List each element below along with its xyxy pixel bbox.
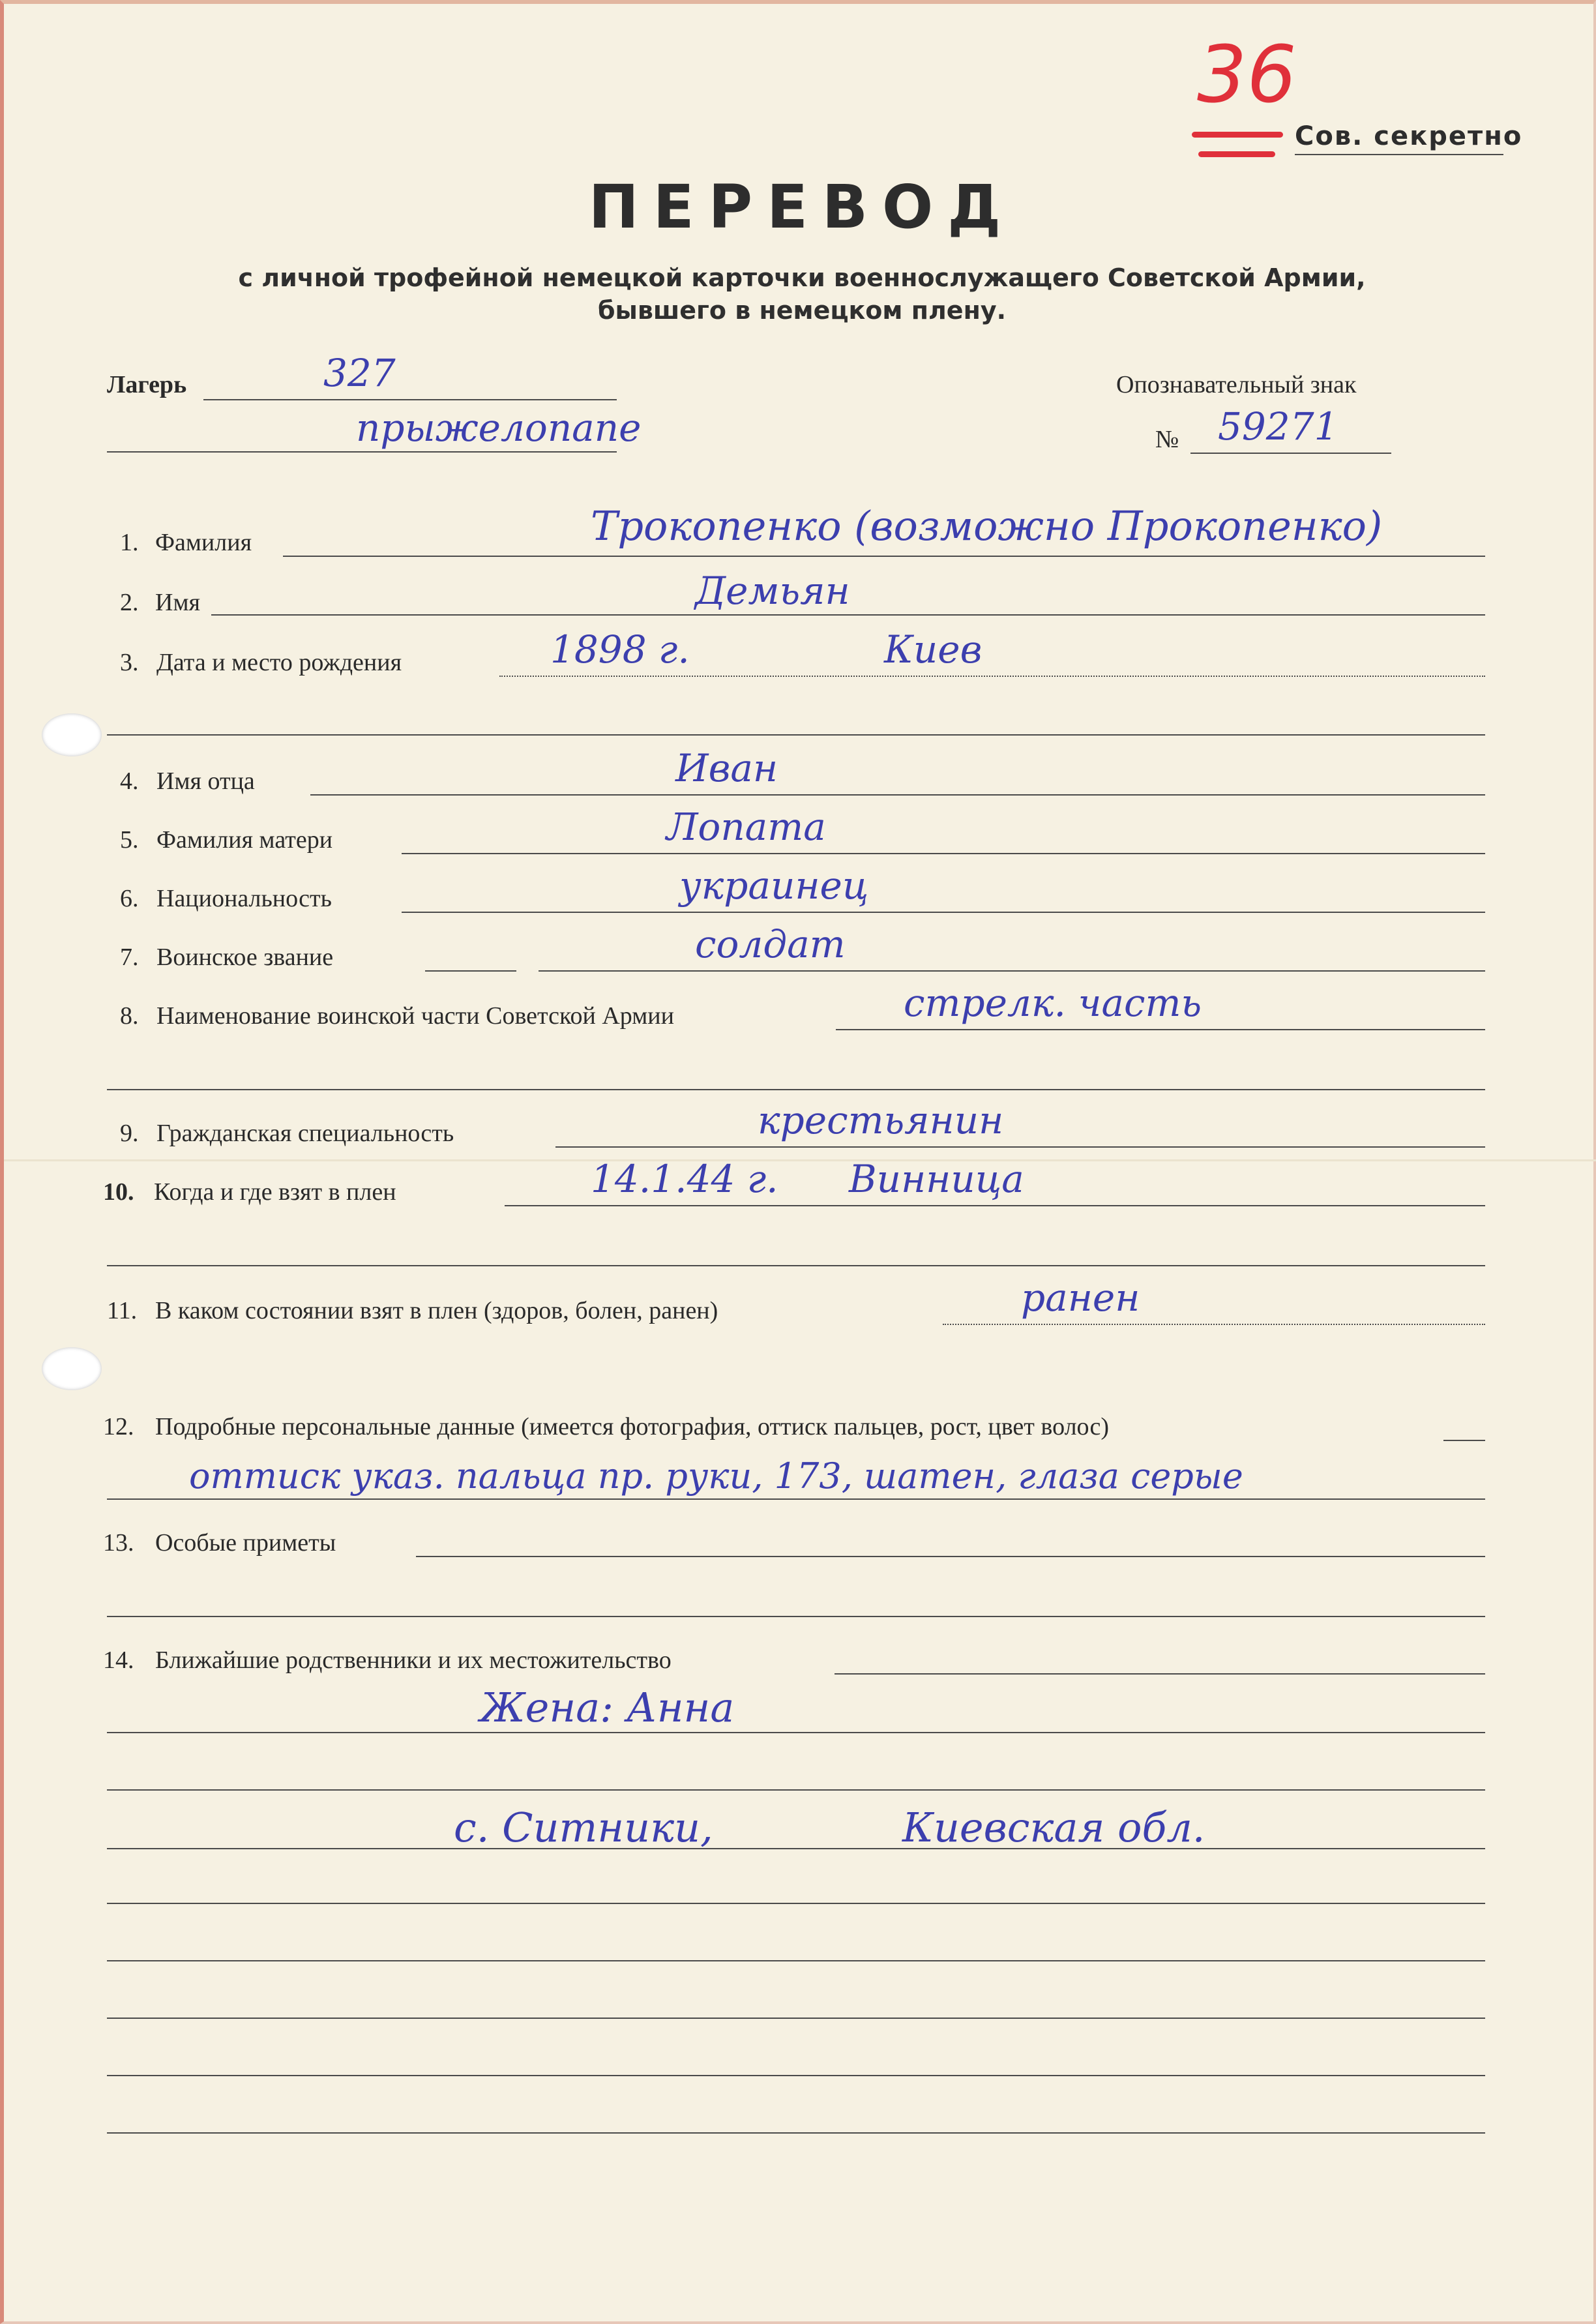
field-10-value-place: Винница [849,1157,1024,1201]
field-7-value: солдат [695,922,846,966]
classification-stamp: Сов. секретно [1295,121,1523,151]
punch-hole-bottom [42,1347,102,1390]
field-1-value: Трокопенко (возможно Прокопенко) [591,502,1383,550]
field-14-label: Ближайшие родственники и их местожительство [155,1646,672,1674]
field-10-line [505,1205,1485,1206]
field-12-line [1443,1440,1485,1441]
field-1-label: Фамилия [155,529,252,556]
blank-line-2 [107,1960,1485,1961]
field-12-line-2 [107,1498,1485,1500]
field-8-label: Наименование воинской части Советской Армии [156,1002,674,1030]
field-14-line-4 [107,1848,1485,1849]
field-14-line-3 [107,1789,1485,1791]
field-5-value: Лопата [666,805,826,849]
field-8-value: стрелк. часть [904,981,1202,1025]
field-10-num: 10. [103,1178,134,1206]
field-6-num: 6. [120,885,139,912]
camp-line-2 [107,451,617,453]
field-4-label: Имя отца [156,767,255,795]
field-10-label: Когда и где взят в плен [154,1178,396,1206]
field-7-line-a [425,970,516,972]
field-10-line-2 [107,1265,1485,1266]
classification-underline [1295,154,1503,155]
field-14-num: 14. [103,1646,134,1674]
field-12-value: оттиск указ. пальца пр. руки, 173, шатен, глаза серые [189,1455,1243,1497]
document-subtitle-line1: с личной трофейной немецкой карточки военнослужащего Советской Армии, [238,263,1366,292]
field-3-line-2 [107,734,1485,736]
blank-line-1 [107,1903,1485,1904]
field-8-line [836,1029,1485,1030]
field-14-line-2 [107,1732,1485,1733]
fold-crease [4,1159,1596,1161]
field-6-line [402,912,1485,913]
field-8-line-2 [107,1089,1485,1090]
field-9-line [555,1146,1485,1148]
field-14-value: Жена: Анна [480,1684,735,1731]
id-tag-line [1190,453,1391,454]
field-1-line [283,556,1485,557]
field-11-label: В каком состоянии взят в плен (здоров, болен, ранен) [155,1297,718,1324]
field-2-label: Имя [155,589,200,616]
field-3-line [499,676,1485,677]
field-2-line [211,614,1485,616]
field-7-line-b [539,970,1485,972]
camp-value: 327 [323,351,396,395]
punch-hole-top [42,713,102,756]
field-9-label: Гражданская специальность [156,1120,454,1147]
field-4-line [310,794,1485,796]
blank-line-3 [107,2018,1485,2019]
field-13-line [416,1556,1485,1557]
id-tag-label: Опознавательный знак [1116,371,1357,398]
field-14-line [835,1673,1485,1675]
field-13-num: 13. [103,1529,134,1557]
field-12-num: 12. [103,1413,134,1440]
field-12-label: Подробные персональные данные (имеется фотография, оттиск пальцев, рост, цвет волос) [155,1413,1109,1440]
field-9-value: крестьянин [758,1098,1004,1142]
field-4-value: Иван [675,746,778,790]
document-subtitle-line2: бывшего в немецком плену. [597,296,1007,325]
camp-label: Лагерь [107,371,187,398]
field-8-num: 8. [120,1002,139,1030]
field-11-num: 11. [107,1297,138,1324]
field-3-value: 1898 г. [550,627,690,672]
field-6-label: Национальность [156,885,332,912]
field-3-value-place: Киев [884,627,983,672]
archive-number: 36 [1197,30,1297,121]
field-11-value: ранен [1021,1275,1140,1320]
id-tag-number-sign: № [1155,426,1179,453]
field-11-line [943,1324,1485,1325]
field-7-num: 7. [120,944,139,971]
field-14-value-2: с. Ситники, [454,1804,713,1851]
field-2-num: 2. [120,589,139,616]
field-5-line [402,853,1485,854]
field-13-label: Особые приметы [155,1529,336,1557]
field-3-num: 3. [120,649,139,676]
field-2-value: Демьян [695,569,850,613]
id-tag-value: 59271 [1218,404,1338,449]
blank-line-5 [107,2132,1485,2134]
field-13-line-2 [107,1616,1485,1617]
camp-value-2: прыжелопапе [356,406,642,450]
field-4-num: 4. [120,767,139,795]
camp-line [203,399,617,400]
archive-underline-1 [1192,132,1283,138]
field-14-value-3: Киевская обл. [902,1804,1205,1851]
field-3-label: Дата и место рождения [156,649,402,676]
blank-line-4 [107,2075,1485,2076]
field-9-num: 9. [120,1120,139,1147]
document-title: ПЕРЕВОД [588,172,1016,242]
archive-underline-2 [1198,151,1275,157]
field-5-num: 5. [120,826,139,854]
field-10-value: 14.1.44 г. [591,1157,778,1201]
field-6-value: украинец [679,863,869,908]
field-7-label: Воинское звание [156,944,334,971]
field-1-num: 1. [120,529,139,556]
field-5-label: Фамилия матери [156,826,333,854]
